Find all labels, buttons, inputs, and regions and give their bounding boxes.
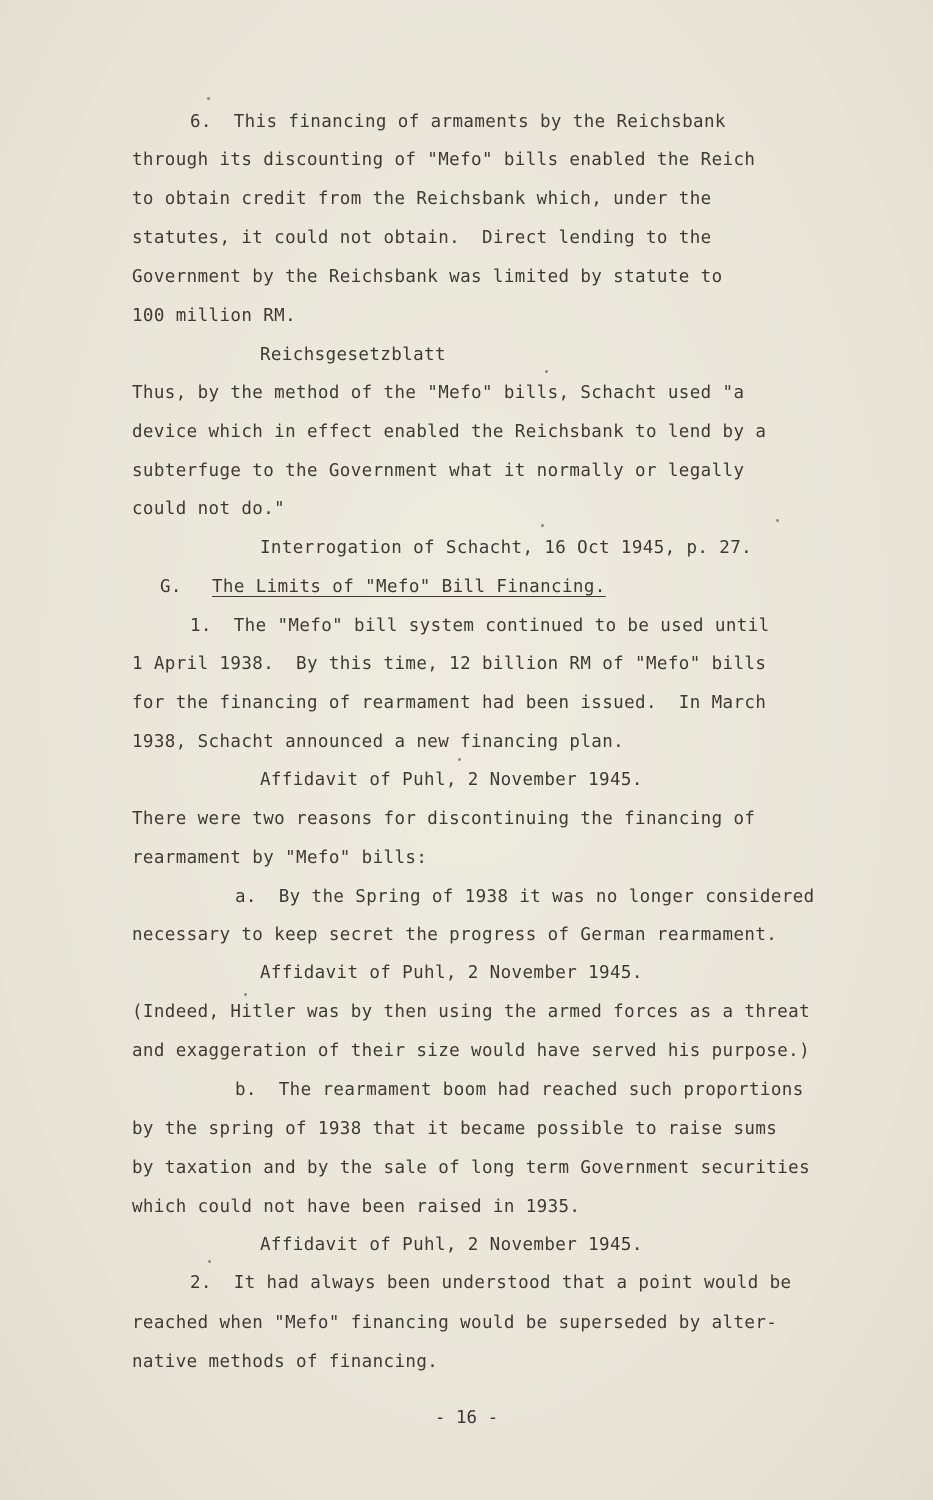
section-heading: The Limits of "Mefo" Bill Financing. bbox=[212, 577, 606, 597]
section-label: G. bbox=[160, 577, 182, 597]
text-line: reached when "Mefo" financing would be superseded by alter- bbox=[132, 1313, 778, 1333]
text-line: subterfuge to the Government what it normally or legally bbox=[132, 461, 745, 481]
citation: Affidavit of Puhl, 2 November 1945. bbox=[260, 770, 643, 790]
text-line: 1. The "Mefo" bill system continued to be used until bbox=[190, 616, 770, 636]
citation: Interrogation of Schacht, 16 Oct 1945, p. 27. bbox=[260, 538, 753, 558]
scan-speck bbox=[244, 993, 247, 996]
text-line: for the financing of rearmament had been issued. In March bbox=[132, 693, 767, 713]
text-line: by the spring of 1938 that it became possible to raise sums bbox=[132, 1119, 778, 1139]
text-line: 6. This financing of armaments by the Reichsbank bbox=[190, 112, 726, 132]
scan-speck bbox=[208, 1260, 211, 1263]
text-line: device which in effect enabled the Reichsbank to lend by a bbox=[132, 422, 767, 442]
text-line: Thus, by the method of the "Mefo" bills, Schacht used "a bbox=[132, 383, 745, 403]
scan-speck bbox=[545, 370, 548, 373]
text-line: rearmament by "Mefo" bills: bbox=[132, 848, 428, 868]
text-line: 100 million RM. bbox=[132, 306, 297, 326]
text-line: to obtain credit from the Reichsbank which, under the bbox=[132, 189, 712, 209]
text-line: and exaggeration of their size would have served his purpose.) bbox=[132, 1041, 811, 1061]
text-line: There were two reasons for discontinuing the financing of bbox=[132, 809, 756, 829]
text-line: which could not have been raised in 1935. bbox=[132, 1197, 581, 1217]
scan-speck bbox=[207, 97, 210, 100]
citation: Affidavit of Puhl, 2 November 1945. bbox=[260, 963, 643, 983]
text-line: 1938, Schacht announced a new financing plan. bbox=[132, 732, 625, 752]
text-line: necessary to keep secret the progress of German rearmament. bbox=[132, 925, 778, 945]
scan-speck bbox=[458, 758, 461, 761]
text-line: through its discounting of "Mefo" bills enabled the Reich bbox=[132, 150, 756, 170]
text-line: statutes, it could not obtain. Direct lending to the bbox=[132, 228, 712, 248]
text-line: Government by the Reichsbank was limited by statute to bbox=[132, 267, 723, 287]
text-line: b. The rearmament boom had reached such proportions bbox=[235, 1080, 804, 1100]
scan-speck bbox=[776, 519, 779, 522]
citation: Reichsgesetzblatt bbox=[260, 345, 446, 365]
scan-speck bbox=[541, 524, 544, 527]
citation: Affidavit of Puhl, 2 November 1945. bbox=[260, 1235, 643, 1255]
text-line: a. By the Spring of 1938 it was no longer considered bbox=[235, 887, 815, 907]
text-line: (Indeed, Hitler was by then using the armed forces as a threat bbox=[132, 1002, 811, 1022]
text-line: could not do." bbox=[132, 499, 286, 519]
text-line: 2. It had always been understood that a point would be bbox=[190, 1273, 792, 1293]
text-line: by taxation and by the sale of long term Government securities bbox=[132, 1158, 811, 1178]
text-line: native methods of financing. bbox=[132, 1352, 439, 1372]
text-line: 1 April 1938. By this time, 12 billion RM of "Mefo" bills bbox=[132, 654, 767, 674]
page-number: - 16 - bbox=[434, 1408, 499, 1428]
